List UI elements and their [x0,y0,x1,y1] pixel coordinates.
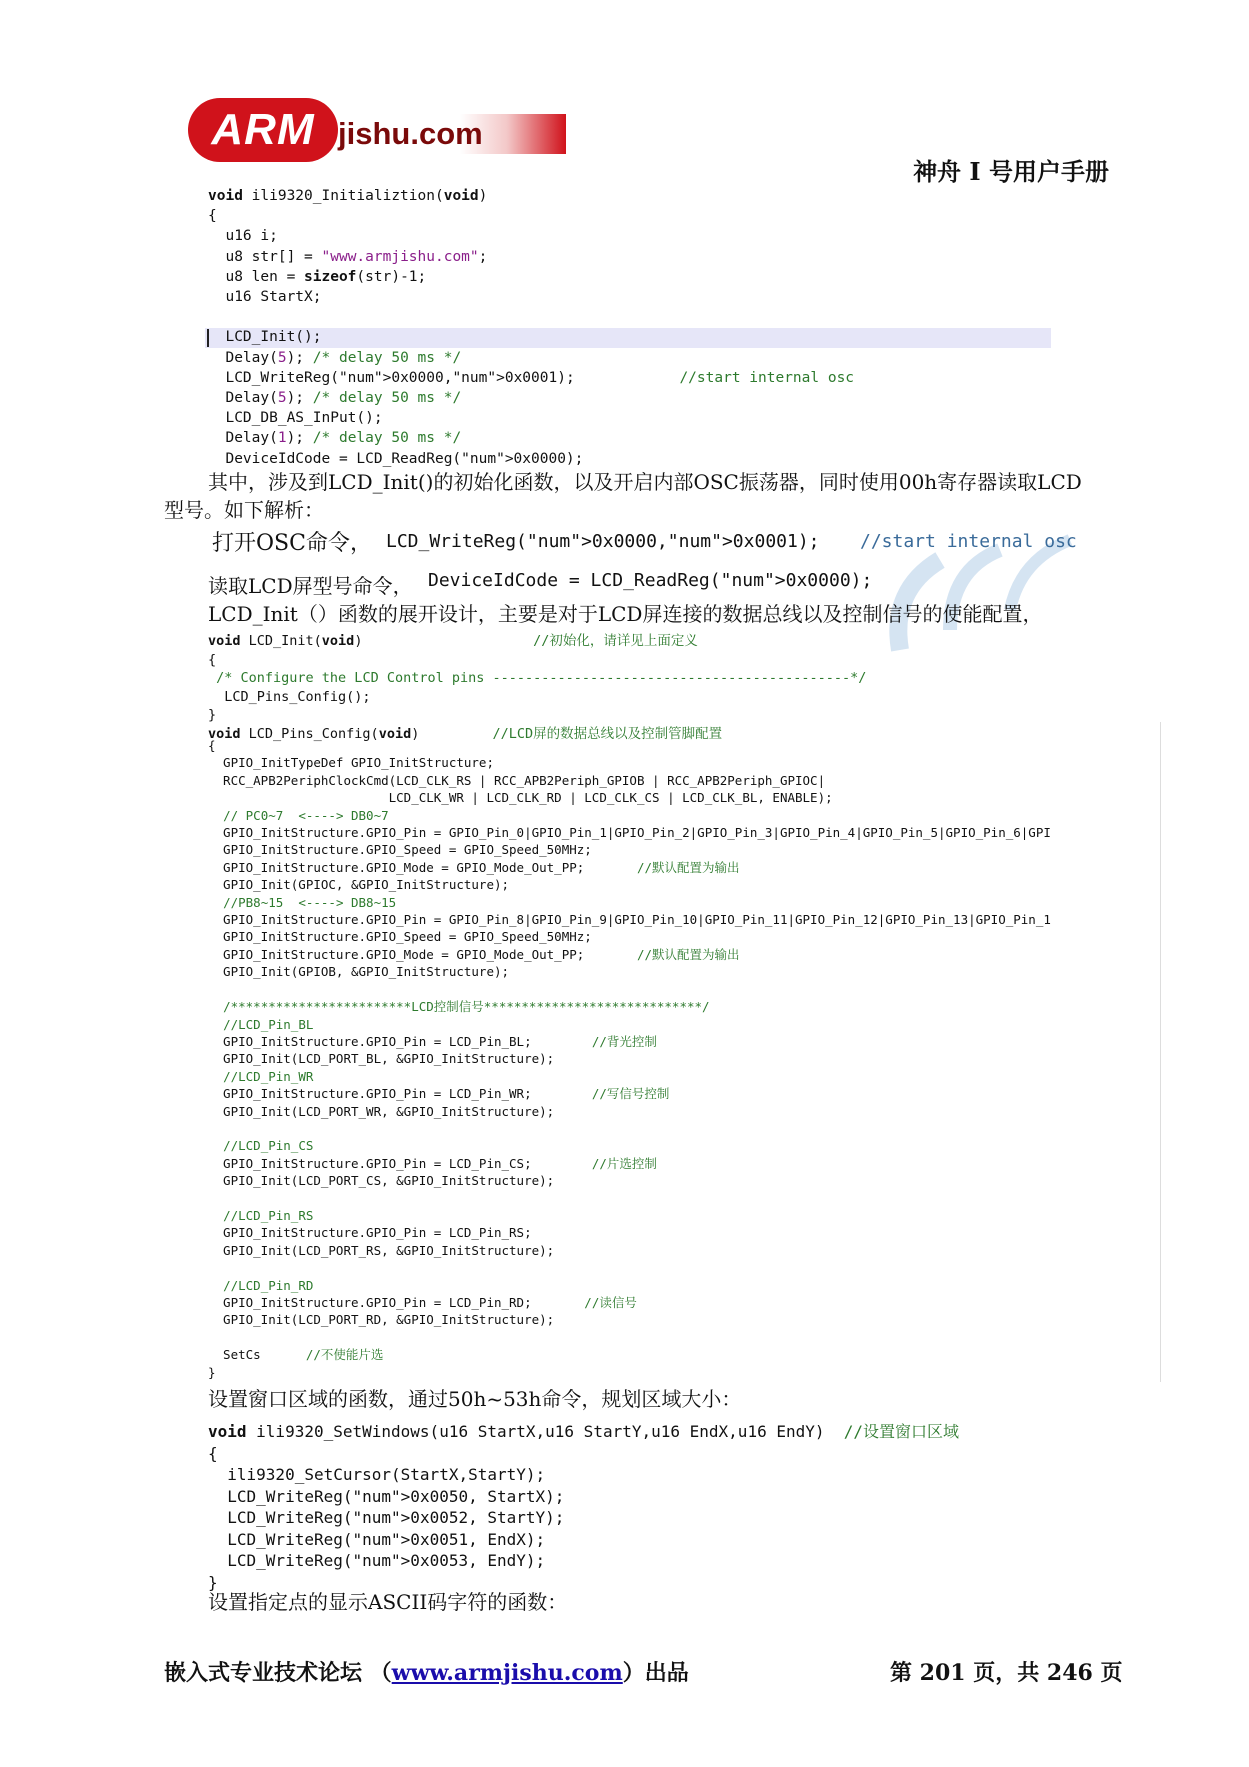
osc-command-label: 打开OSC命令， [212,531,372,556]
code-set-windows-line: LCD_WriteReg("num">0x0050, StartX); [208,1486,565,1506]
code-pins-config-line: //LCD_Pin_CS [223,1138,314,1154]
code-pins-config-line: //LCD_Pin_WR [223,1068,314,1084]
para-init-description: 其中，涉及到LCD_Init()的初始化函数，以及开启内部OSC振荡器，同时使用00h寄存器读取LCD [208,470,1082,494]
para-set-windows: 设置窗口区域的函数，通过50h~53h命令，规划区域大小： [208,1387,742,1411]
code-lcd-init-line: LCD_Pins_Config(); [208,688,371,705]
para-init-description-cont: 型号。如下解析： [164,498,324,522]
read-id-code: DeviceIdCode = LCD_ReadReg("num">0x0000); [428,570,873,591]
code-pins-config-line: GPIO_Init(LCD_PORT_CS, &GPIO_InitStructure); [208,1173,555,1189]
code-pins-config-line: //LCD_Pin_BL [223,1016,314,1032]
code-init-line: Delay(5); /* delay 50 ms */ [208,349,462,366]
code-init-line: u16 StartX; [208,289,322,306]
code-pins-config-line: GPIO_InitTypeDef GPIO_InitStructure; [208,755,494,771]
code-lcd-init-line: { [208,651,217,668]
code-pins-config-line: GPIO_InitStructure.GPIO_Speed = GPIO_Speed_50MHz; [208,842,592,858]
code-pins-config-line: GPIO_InitStructure.GPIO_Pin = GPIO_Pin_8|GPIO_Pin_9|GPIO_Pin_10|GPIO_Pin_11|GPIO_Pin_12|GPIO_Pin_13|GPIO_Pin_1 [208,912,1051,928]
code-pins-config-line: GPIO_InitStructure.GPIO_Pin = GPIO_Pin_0|GPIO_Pin_1|GPIO_Pin_2|GPIO_Pin_3|GPIO_Pin_4|GPIO_Pin_5|GPIO_Pin_6|GPI [208,825,1051,841]
para-ascii-function: 设置指定点的显示ASCII码字符的函数： [208,1590,568,1614]
code-pins-config-line: GPIO_InitStructure.GPIO_Mode = GPIO_Mode_Out_PP; //默认配置为输出 [208,946,740,962]
footer-page-number: 第 201 页，共 246 页 [890,1660,1123,1686]
code-set-windows-line: } [208,1572,218,1592]
code-set-windows-line: { [208,1443,218,1463]
code-set-windows-line: LCD_WriteReg("num">0x0053, EndY); [208,1551,546,1570]
code-block-lcd-init [208,632,866,744]
code-pins-config-line: { [208,738,216,753]
code-block-initialization [208,186,854,469]
code-pins-config-line: LCD_CLK_WR | LCD_CLK_RD | LCD_CLK_CS | LCD_CLK_BL, ENABLE); [208,790,833,806]
code-pins-config-line [208,1120,1051,1137]
code-pins-config-line: GPIO_Init(LCD_PORT_RD, &GPIO_InitStructure); [208,1312,555,1328]
code-init-line: u16 i; [208,228,278,245]
para-lcd-init-design: LCD_Init（）函数的展开设计，主要是对于LCD屏连接的数据总线以及控制信号的使能配置， [208,602,1043,626]
code-pins-config-line: // PC0~7 <----> DB0~7 [223,807,389,823]
code-block-set-windows [208,1421,959,1593]
code-lcd-init-line: void LCD_Pins_Config(void) //LCD屏的数据总线以及控制管脚配置 [208,725,723,742]
code-pins-config-line [208,1259,1051,1276]
code-set-windows-line: LCD_WriteReg("num">0x0052, StartY); [208,1508,565,1527]
code-init-line: u8 str[] = "www.armjishu.com"; [208,248,488,265]
manual-title: 神舟 I 号用户手册 [913,157,1109,186]
code-pins-config-line [208,1190,1051,1207]
code-pins-config-line: GPIO_Init(LCD_PORT_WR, &GPIO_InitStructure); [208,1103,555,1119]
code-pins-config-line: GPIO_InitStructure.GPIO_Pin = LCD_Pin_RD; //读信号 [208,1295,637,1310]
code-pins-config-line: GPIO_InitStructure.GPIO_Pin = LCD_Pin_CS; //片选控制 [208,1155,657,1171]
code-set-windows-line: ili9320_SetCursor(StartX,StartY); [208,1465,546,1484]
code-pins-config-line: //PB8~15 <----> DB8~15 [223,894,397,910]
code-pins-config-line: GPIO_Init(GPIOC, &GPIO_InitStructure); [208,877,510,893]
code-init-line: LCD_Init(); [208,329,322,346]
code-pins-config-line [208,1329,1051,1346]
page-edge-rule [1160,722,1161,1382]
code-pins-config-line: GPIO_InitStructure.GPIO_Pin = LCD_Pin_BL; //背光控制 [208,1033,657,1049]
code-set-windows-line: LCD_WriteReg("num">0x0051, EndX); [208,1529,546,1549]
code-pins-config-line: GPIO_Init(LCD_PORT_BL, &GPIO_InitStructure); [208,1051,555,1067]
code-lcd-init-line: /* Configure the LCD Control pins --------------------------------------------*/ [216,670,867,687]
code-pins-config-line: GPIO_InitStructure.GPIO_Pin = LCD_Pin_WR; //写信号控制 [208,1086,670,1102]
footer-link[interactable]: www.armjishu.com [391,1660,623,1686]
code-init-line: DeviceIdCode = LCD_ReadReg("num">0x0000); [208,450,584,467]
code-pins-config-line: GPIO_Init(GPIOB, &GPIO_InitStructure); [208,964,510,980]
code-pins-config-line: //LCD_Pin_RD [223,1277,314,1293]
osc-command-comment: //start internal osc [860,531,1077,552]
code-init-line: void ili9320_Initializtion(void) [208,188,488,204]
code-init-line: { [208,208,217,225]
code-pins-config-line [208,981,1051,998]
code-pins-config-line: } [208,1364,216,1380]
footer-forum [164,1656,689,1687]
code-init-line: LCD_DB_AS_InPut(); [208,410,383,427]
logo-jishu-text: jishu.com [330,114,566,154]
code-init-line: LCD_WriteReg("num">0x0000,"num">0x0001); //start internal osc [208,369,855,386]
code-lcd-init-line: } [208,707,217,724]
armjishu-logo [188,96,560,166]
code-pins-config-line: /************************LCD控制信号*****************************/ [223,999,710,1015]
logo-arm-badge: ARM [188,98,338,162]
code-pins-config-line: GPIO_InitStructure.GPIO_Mode = GPIO_Mode_Out_PP; //默认配置为输出 [208,859,740,875]
code-pins-config-line: GPIO_InitStructure.GPIO_Speed = GPIO_Speed_50MHz; [208,929,592,945]
watermark-graphic [880,500,1100,660]
code-pins-config-line: GPIO_InitStructure.GPIO_Pin = LCD_Pin_RS; [208,1225,532,1241]
code-init-line [208,307,854,327]
footer-forum-text: 嵌入式专业技术论坛 （ [164,1660,392,1686]
osc-command-code: LCD_WriteReg("num">0x0000,"num">0x0001); [386,531,820,552]
code-init-line: Delay(5); /* delay 50 ms */ [208,390,462,407]
code-block-pins-config [208,737,1051,1381]
footer-suffix: ）出品 [622,1660,689,1686]
code-init-line: u8 len = sizeof(str)-1; [208,268,427,285]
code-set-windows-line: void ili9320_SetWindows(u16 StartX,u16 StartY,u16 EndX,u16 EndY) //设置窗口区域 [208,1422,960,1441]
read-id-label: 读取LCD屏型号命令， [208,574,413,598]
code-pins-config-line: //LCD_Pin_RS [223,1207,314,1223]
code-init-line: Delay(1); /* delay 50 ms */ [208,430,462,447]
code-pins-config-line: SetCs //不使能片选 [208,1347,384,1363]
code-lcd-init-line: void LCD_Init(void) //初始化，请详见上面定义 [208,633,698,649]
code-pins-config-line: RCC_APB2PeriphClockCmd(LCD_CLK_RS | RCC_APB2Periph_GPIOB | RCC_APB2Periph_GPIOC| [208,772,826,788]
code-pins-config-line: GPIO_Init(LCD_PORT_RS, &GPIO_InitStructure); [208,1242,555,1258]
